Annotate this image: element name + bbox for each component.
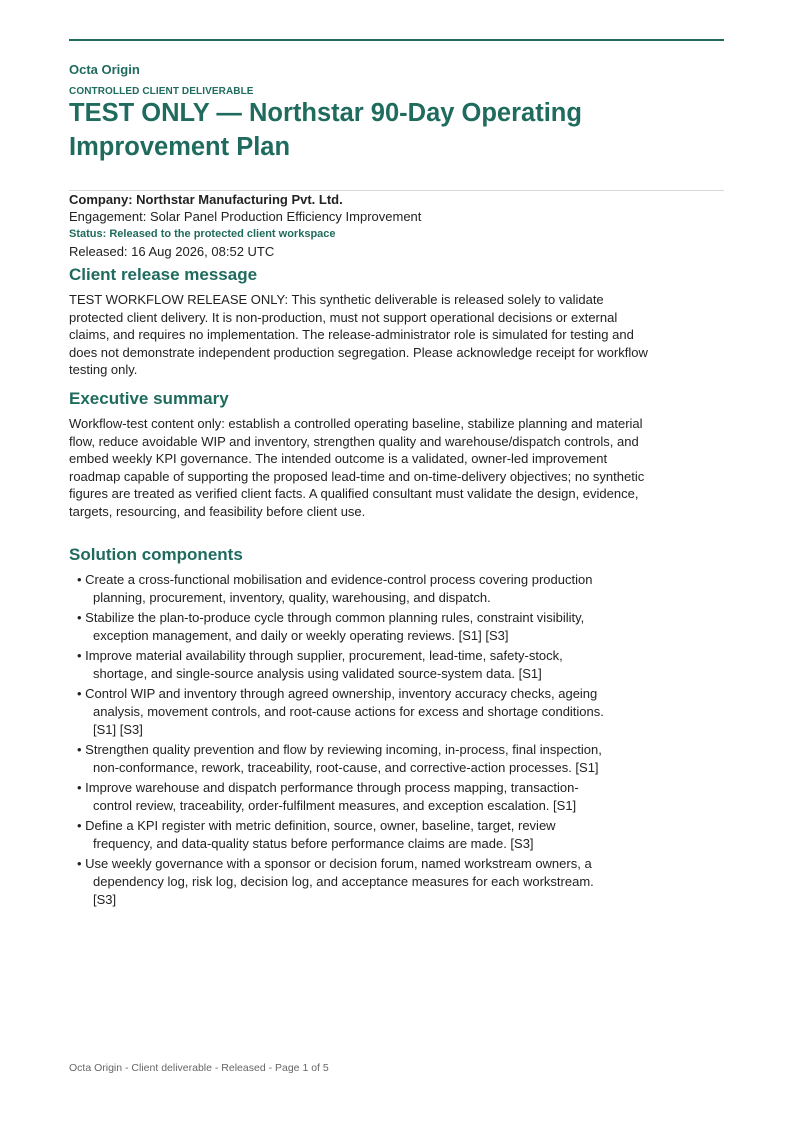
list-item: • Improve warehouse and dispatch performance through process mapping, transaction-control review, traceability, order-fulfilment measures, and exception escalation. [S1] bbox=[77, 780, 579, 813]
list-item: • Strengthen quality prevention and flow by reviewing incoming, in-process, final inspection, non-conformance, rework, traceability, root-cause, and corrective-action processes. [S1] bbox=[77, 742, 602, 775]
document-classification-label: CONTROLLED CLIENT DELIVERABLE bbox=[69, 86, 254, 97]
list-item: • Create a cross-functional mobilisation and evidence-control process covering production planning, procurement, inventory, quality, warehousing, and dispatch. bbox=[77, 572, 593, 605]
list-item: • Use weekly governance with a sponsor or decision forum, named workstream owners, a dependency log, risk log, decision log, and acceptance measures for each workstream. [S3] bbox=[77, 856, 594, 907]
solution-components-heading: Solution components bbox=[69, 545, 243, 564]
document-title: TEST ONLY — Northstar 90-Day Operating Improvement Plan bbox=[69, 99, 582, 161]
executive-summary-body: Workflow-test content only: establish a controlled operating baseline, stabilize planning and material flow, reduce avoidable WIP and inventory, strengthen quality and warehouse/dispatch controls, and embed weekly KPI governance. The intended outcome is a validated, owner-led improvement roadmap capable of supporting the proposed lead-time and on-time-delivery objectives; no synthetic figures are treated as verified client facts. A qualified consultant must validate the design, evidence, targets, resourcing, and feasibility before client use. bbox=[69, 416, 645, 519]
engagement-line: Engagement: Solar Panel Production Efficiency Improvement bbox=[69, 209, 422, 224]
list-item: • Define a KPI register with metric definition, source, owner, baseline, target, review frequency, and data-quality status before performance claims are made. [S3] bbox=[77, 818, 556, 851]
client-release-message-heading: Client release message bbox=[69, 265, 258, 284]
list-item-text: Use weekly governance with a sponsor or decision forum, named workstream owners, a dependency log, risk log, decision log, and acceptance measures for each workstream. [S3] bbox=[85, 856, 594, 907]
list-item-text: Stabilize the plan-to-produce cycle through common planning rules, constraint visibility, exception management, and daily or weekly operating reviews. [S1] [S3] bbox=[85, 610, 585, 643]
list-item: • Stabilize the plan-to-produce cycle through common planning rules, constraint visibility, exception management, and daily or weekly operating reviews. [S1] [S3] bbox=[77, 610, 585, 643]
top-rule bbox=[69, 39, 724, 41]
list-item-text: Define a KPI register with metric definition, source, owner, baseline, target, review frequency, and data-quality status before performance claims are made. [S3] bbox=[85, 818, 556, 851]
list-item-text: Create a cross-functional mobilisation and evidence-control process covering production planning, procurement, inventory, quality, warehousing, and dispatch. bbox=[85, 572, 593, 605]
list-item-text: Improve material availability through supplier, procurement, lead-time, safety-stock, shortage, and single-source analysis using validated source-system data. [S1] bbox=[85, 648, 563, 681]
client-release-message-body: TEST WORKFLOW RELEASE ONLY: This synthetic deliverable is released solely to validate protected client delivery. It is non-production, must not support operational decisions or external claims, and requires no implementation. The release-administrator role is simulated for testing and does not demonstrate independent production segregation. Please acknowledge receipt for workflow testing only. bbox=[69, 292, 648, 377]
list-item: • Improve material availability through supplier, procurement, lead-time, safety-stock, shortage, and single-source analysis using validated source-system data. [S1] bbox=[77, 648, 563, 681]
executive-summary-section bbox=[69, 388, 649, 520]
solution-components-section bbox=[69, 544, 649, 911]
executive-summary-heading: Executive summary bbox=[69, 389, 229, 408]
list-item: • Control WIP and inventory through agreed ownership, inventory accuracy checks, ageing analysis, movement controls, and root-cause actions for excess and shortage conditions. [S1] [S3] bbox=[77, 686, 604, 737]
status-line: Status: Released to the protected client workspace bbox=[69, 228, 336, 240]
company-line: Company: Northstar Manufacturing Pvt. Ltd. bbox=[69, 192, 343, 207]
released-line: Released: 16 Aug 2026, 08:52 UTC bbox=[69, 244, 275, 259]
list-item-text: Strengthen quality prevention and flow by reviewing incoming, in-process, final inspection, non-conformance, rework, traceability, root-cause, and corrective-action processes. [S1] bbox=[85, 742, 602, 775]
brand-name: Octa Origin bbox=[69, 62, 140, 77]
solution-components-list bbox=[69, 571, 649, 909]
page-footer: Octa Origin - Client deliverable - Released - Page 1 of 5 bbox=[69, 1062, 329, 1074]
list-item-text: Control WIP and inventory through agreed ownership, inventory accuracy checks, ageing analysis, movement controls, and root-cause actions for excess and shortage conditions. [S1] [S3] bbox=[85, 686, 604, 737]
list-item-text: Improve warehouse and dispatch performance through process mapping, transaction-control review, traceability, order-fulfilment measures, and exception escalation. [S1] bbox=[85, 780, 579, 813]
document-meta bbox=[69, 190, 724, 260]
client-release-message-section bbox=[69, 264, 649, 379]
